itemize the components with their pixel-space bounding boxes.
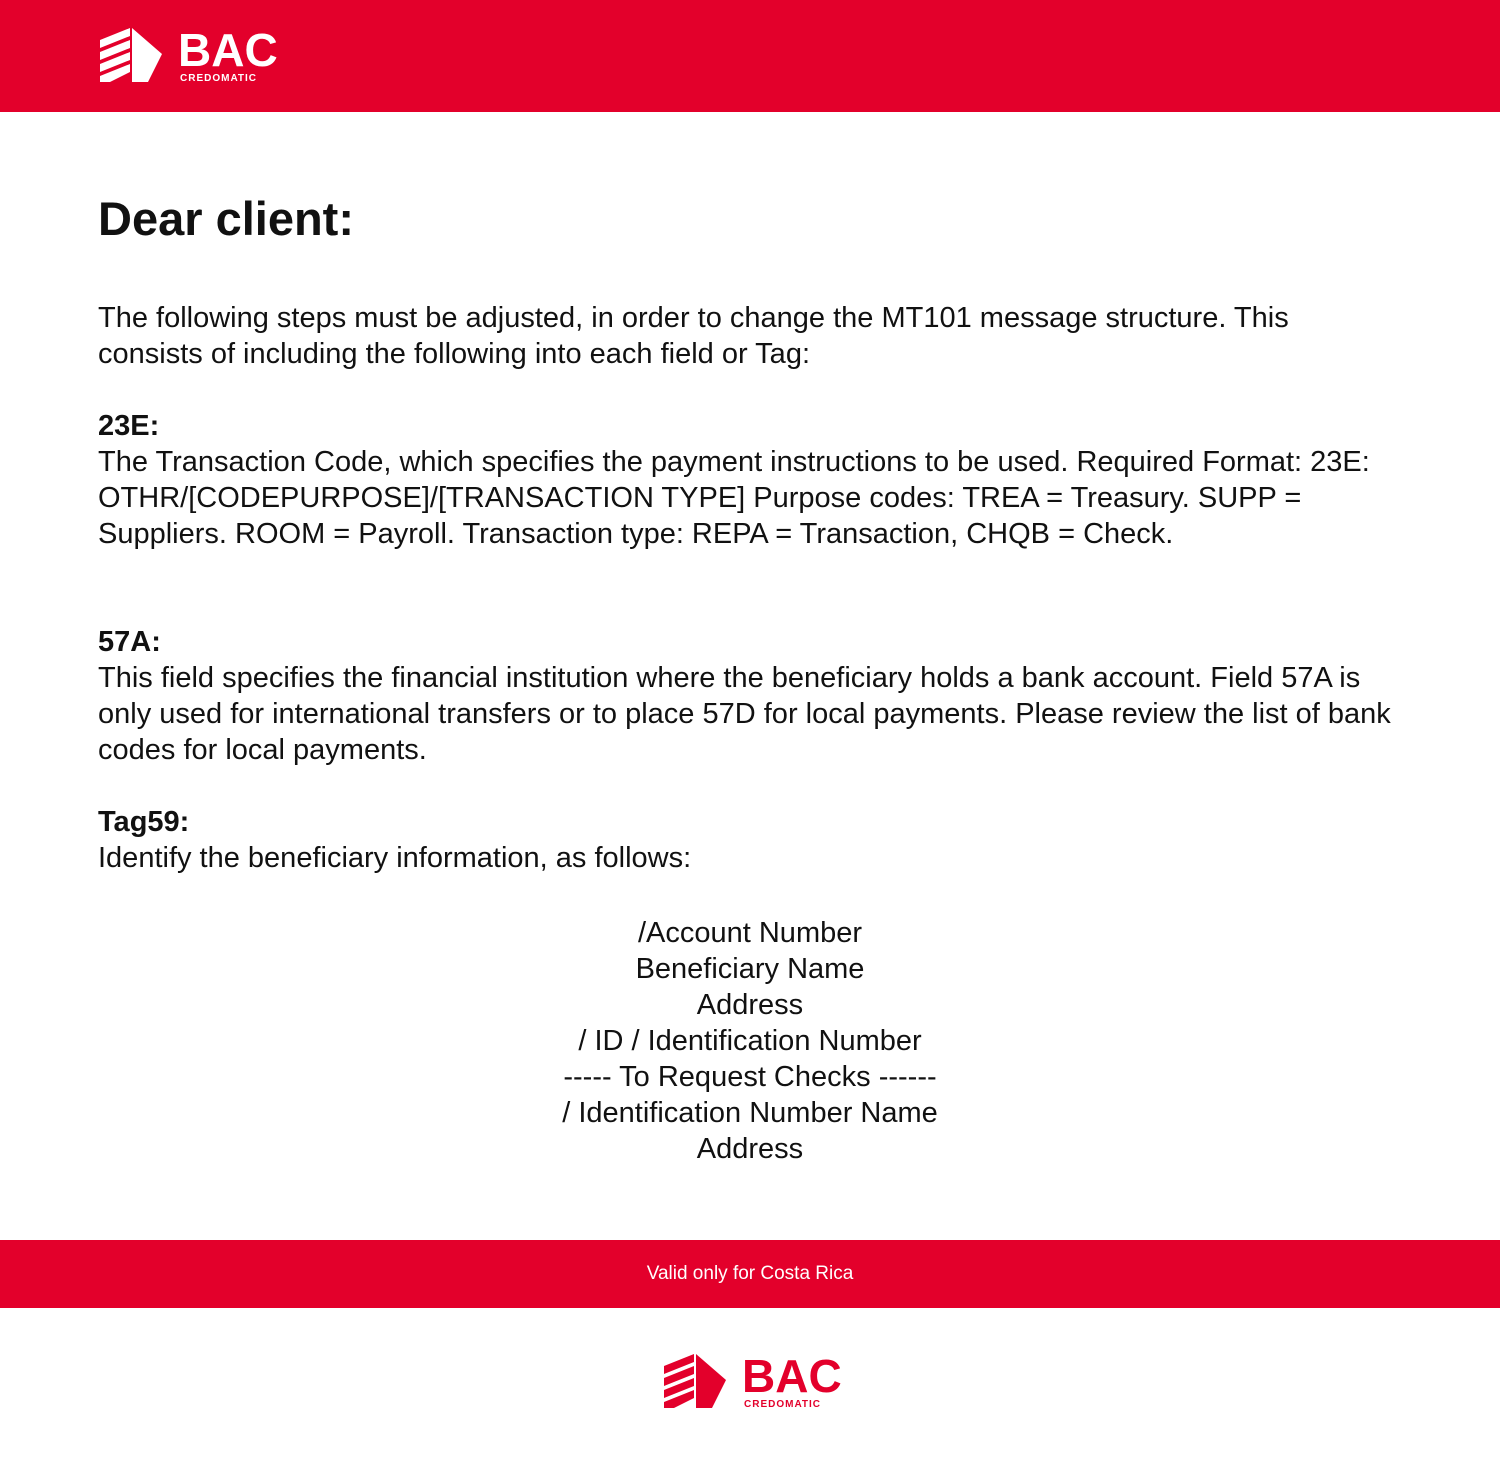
bac-credomatic-logo-footer [664, 1352, 844, 1410]
section-heading: Tag59: [98, 806, 190, 838]
beneficiary-line: Beneficiary Name [635, 953, 865, 985]
footer-bar [0, 1240, 1500, 1308]
beneficiary-line: / Identification Number Name [562, 1097, 938, 1129]
bac-credomatic-logo [100, 26, 280, 84]
svg-text:CREDOMATIC: CREDOMATIC [180, 73, 258, 84]
section-23e [98, 408, 1398, 552]
section-heading: 23E: [98, 410, 160, 442]
beneficiary-line: Address [696, 1133, 804, 1165]
footer-note: Valid only for Costa Rica [646, 1263, 854, 1284]
greeting-heading: Dear client: [98, 192, 354, 245]
beneficiary-line: Address [696, 989, 804, 1021]
svg-text:CREDOMATIC: CREDOMATIC [744, 1399, 822, 1410]
section-body: This field specifies the financial institution where the beneficiary holds a bank account. Field 57A is only used for international transfers or to place 57D for local payments. Please review the list of bank codes for local payments. [98, 662, 1391, 766]
beneficiary-line: / ID / Identification Number [578, 1025, 922, 1057]
beneficiary-format-list [0, 915, 1500, 1167]
section-heading: 57A: [98, 626, 161, 658]
beneficiary-line: /Account Number [637, 917, 863, 949]
section-tag59 [98, 804, 1398, 876]
intro-paragraph: The following steps must be adjusted, in order to change the MT101 message structure. This consists of including the following into each field or Tag: [98, 302, 1289, 370]
svg-text:BAC: BAC [742, 1352, 842, 1402]
section-57a [98, 624, 1398, 768]
header-bar [0, 0, 1500, 112]
beneficiary-line: ----- To Request Checks ------ [563, 1061, 937, 1093]
section-body: The Transaction Code, which specifies the payment instructions to be used. Required Format: 23E: OTHR/[CODEPURPOSE]/[TRANSACTION TYPE] Purpose codes: TREA = Treasury. SUPP = Suppliers. ROOM = Payroll. Transaction type: REPA = Transaction, CHQB = Check. [98, 446, 1370, 550]
section-body: Identify the beneficiary information, as follows: [98, 842, 692, 874]
letter-content [98, 190, 1398, 874]
svg-text:BAC: BAC [178, 26, 278, 76]
